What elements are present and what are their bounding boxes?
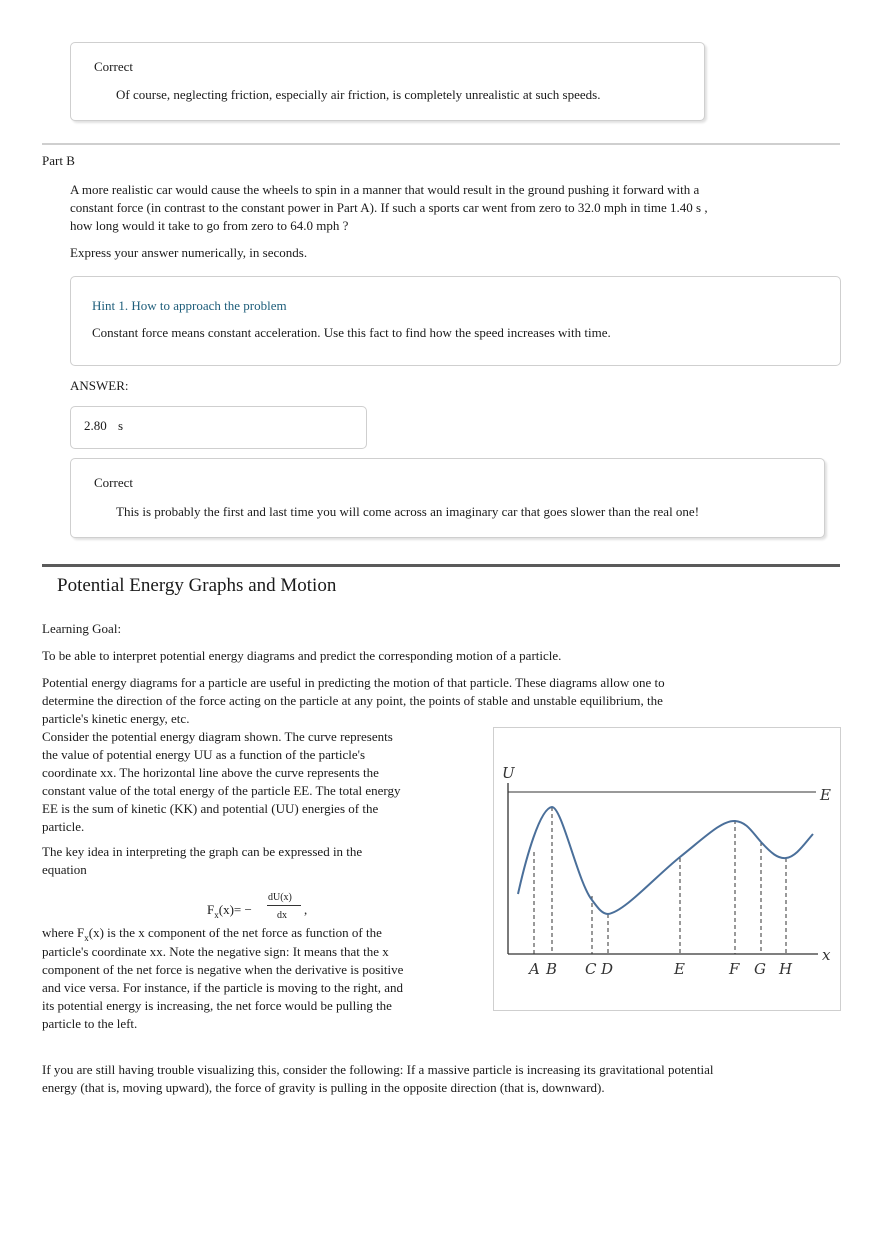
trouble-line: energy (that is, moving upward), the force of gravity is pulling in the opposite direction (that is, downward). [42, 1080, 605, 1095]
turning-point-guides [534, 807, 786, 954]
key-idea-line: equation [42, 862, 87, 877]
y-axis-label: U [502, 764, 515, 782]
fraction-bar [267, 905, 301, 906]
answer-field[interactable] [70, 406, 367, 449]
point-label-c: C [585, 960, 597, 978]
part-b-feedback-box [70, 458, 825, 538]
hint-title[interactable]: Hint 1. How to approach the problem [92, 298, 287, 313]
hint-box[interactable] [70, 276, 841, 366]
potential-curve [518, 807, 813, 914]
consider-line: the value of potential energy UU as a function of the particle's [42, 747, 366, 762]
where-paragraph [42, 924, 403, 1033]
where-line: particle's coordinate xx. Note the negative sign: It means that the x [42, 944, 389, 959]
learning-goal-label: Learning Goal: [42, 621, 122, 636]
part-b-question [70, 181, 708, 235]
point-label-a: A [529, 960, 540, 978]
section-divider [42, 564, 840, 567]
x-axis-label: x [822, 946, 831, 964]
trouble-paragraph [42, 1061, 714, 1097]
consider-line: Consider the potential energy diagram shown. The curve represents [42, 729, 393, 744]
point-label-b: B [546, 960, 558, 978]
trouble-line: If you are still having trouble visualizing this, consider the following: If a massive particle is increasing its gravitational potential [42, 1062, 714, 1077]
question-line: constant force (in contrast to the constant power in Part A). If such a sports car went from zero to 32.0 mph in time 1.40 s , [70, 200, 708, 215]
point-label-e: E [674, 960, 685, 978]
equation-numerator: dU(x) [268, 892, 292, 903]
part-b-instruction: Express your answer numerically, in seconds. [70, 245, 308, 260]
force-equation [207, 890, 327, 926]
consider-line: particle. [42, 819, 85, 834]
answer-label: ANSWER: [70, 378, 129, 393]
point-label-g: G [754, 960, 766, 978]
point-label-f: F [729, 960, 740, 978]
learning-goal: To be able to interpret potential energy diagrams and predict the corresponding motion of a particle. [42, 648, 562, 663]
section-title: Potential Energy Graphs and Motion [57, 575, 337, 596]
equation-trail: , [304, 902, 308, 917]
equation-denominator: dx [277, 910, 287, 921]
graph-svg [494, 728, 840, 1010]
part-a-feedback-box [70, 42, 705, 121]
part-b-feedback-status: Correct [94, 475, 133, 490]
potential-energy-graph [493, 727, 841, 1011]
key-idea-line: The key idea in interpreting the graph can be expressed in the [42, 844, 363, 859]
part-b-feedback-message: This is probably the first and last time you will come across an imaginary car that goes slower than the real one! [116, 504, 700, 519]
part-a-feedback-status: Correct [94, 59, 133, 74]
where-line: its potential energy is increasing, the net force would be pulling the [42, 998, 392, 1013]
key-idea [42, 843, 362, 879]
where-line: particle to the left. [42, 1016, 138, 1031]
part-a-feedback-message: Of course, neglecting friction, especially air friction, is completely unrealistic at such speeds. [116, 87, 601, 102]
answer-value: 2.80 [84, 418, 107, 433]
question-line: how long would it take to go from zero to 64.0 mph ? [70, 218, 349, 233]
consider-line: constant value of the total energy of the particle EE. The total energy [42, 783, 401, 798]
hint-text: Constant force means constant acceleration. Use this fact to find how the speed increases with time. [92, 325, 611, 340]
equation-lhs: $F_x(x)=$ − [207, 902, 252, 920]
divider [42, 143, 840, 145]
consider-line: coordinate xx. The horizontal line above the curve represents the [42, 765, 379, 780]
point-label-d: D [601, 960, 614, 978]
where-line: where $F_x(x)$ is the x component of the net force as function of the [42, 925, 382, 943]
consider-line: EE is the sum of kinetic (KK) and potential (UU) energies of the [42, 801, 379, 816]
intro-line: particle's kinetic energy, etc. [42, 711, 190, 726]
energy-label: E [820, 786, 831, 804]
part-b-label: Part B [42, 153, 75, 168]
answer-unit: s [118, 418, 124, 433]
intro-line: determine the direction of the force acting on the particle at any point, the points of stable and unstable equilibrium, the [42, 693, 663, 708]
where-line: and vice versa. For instance, if the particle is moving to the right, and [42, 980, 404, 995]
question-line: A more realistic car would cause the wheels to spin in a manner that would result in the ground pushing it forward with a [70, 182, 700, 197]
intro-line: Potential energy diagrams for a particle are useful in predicting the motion of that particle. These diagrams allow one to [42, 675, 665, 690]
where-line: component of the net force is negative when the derivative is positive [42, 962, 404, 977]
point-label-h: H [779, 960, 793, 978]
